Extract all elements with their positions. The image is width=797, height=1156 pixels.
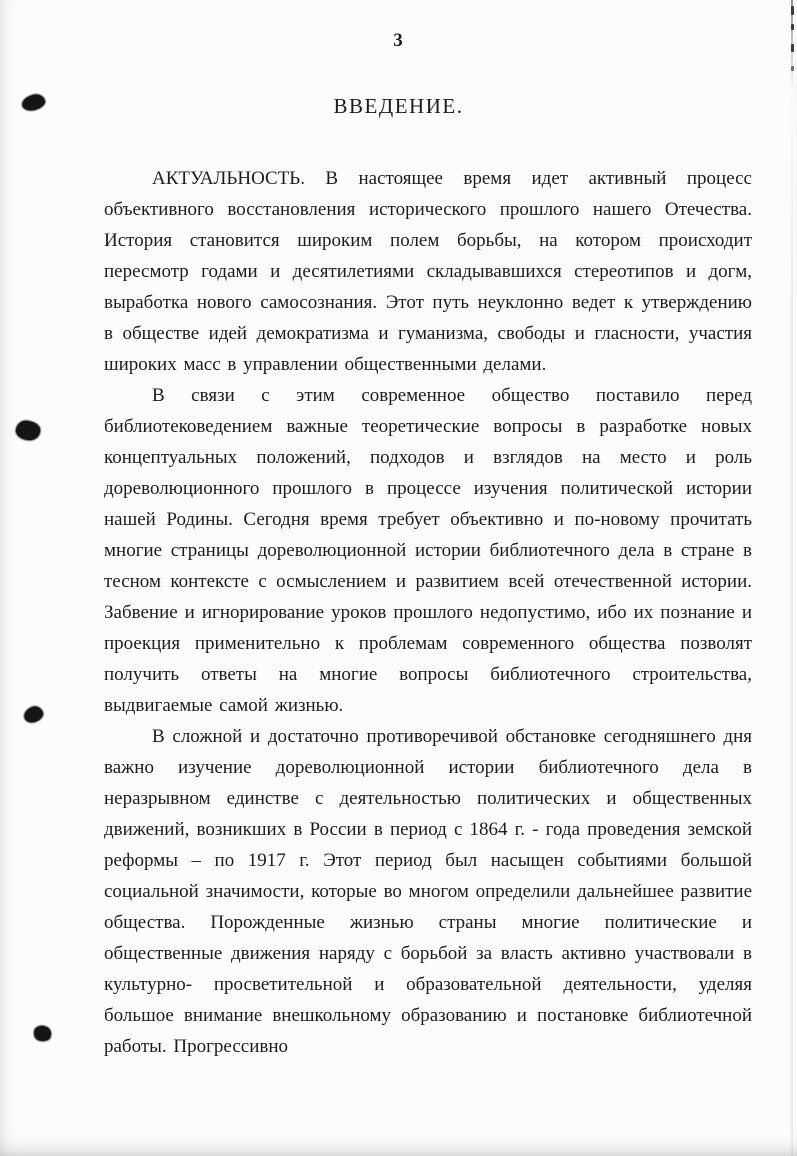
ink-blot-icon <box>22 704 45 725</box>
scan-dash-artifact <box>791 6 794 15</box>
scan-dash-artifact <box>791 66 794 71</box>
ink-blot-icon <box>33 1024 53 1042</box>
document-title: ВВЕДЕНИЕ. <box>333 94 464 118</box>
scan-dash-artifact <box>791 24 794 30</box>
document-body <box>104 163 752 1062</box>
scan-dash-artifact <box>791 44 794 52</box>
scan-edge-artifact <box>791 0 793 1156</box>
paragraph-library-science: В связи с этим современное общество поставило перед библиотековедением важные теоретические вопросы в разработке новых концептуальных положений, подходов и взглядов на место и роль дореволюционного прошлого в процессе изучения политической истории нашей Родины. Сегодня время требует объективно и по-новому прочитать многие страницы дореволюционной истории библиотечного дела в стране в тесном контексте с осмыслением и развитием всей отечественной истории. Забвение и игнорирование уроков прошлого недопустимо, ибо их познание и проекция применительно к проблемам современного общества позволят получить ответы на многие вопросы библиотечного строительства, выдвигаемые самой жизнью. <box>104 385 752 716</box>
paragraph-actuality: АКТУАЛЬНОСТЬ. В настоящее время идет активный процесс объективного восстановления исторического прошлого нашего Отечества. История становится широким полем борьбы, на котором происходит пересмотр годами и десятилетиями складывавшихся стереотипов и догм, выработка нового самосознания. Этот путь неуклонно ведет к утверждению в обществе идей демократизма и гуманизма, свободы и гласности, участия широких масс в управлении общественными делами. <box>104 168 752 375</box>
ink-blot-icon <box>15 419 41 441</box>
paragraph-historical-period: В сложной и достаточно противоречивой обстановке сегодняшнего дня важно изучение дореволюционной истории библиотечного дела в неразрывном единстве с деятельностью политических и общественных движений, возникших в России в период с 1864 г. - года проведения земской реформы – по 1917 г. Этот период был насыщен событиями большой социальной значимости, которые во многом определили дальнейшее развитие общества. Порожденные жизнью страны многие политические и общественные движения наряду с борьбой за власть активно участвовали в культурно- просветительной и образовательной деятельности, уделяя большое внимание внешкольному образованию и постановке библиотечной работы. Прогрессивно <box>104 726 753 1057</box>
page-number: 3 <box>393 30 404 51</box>
